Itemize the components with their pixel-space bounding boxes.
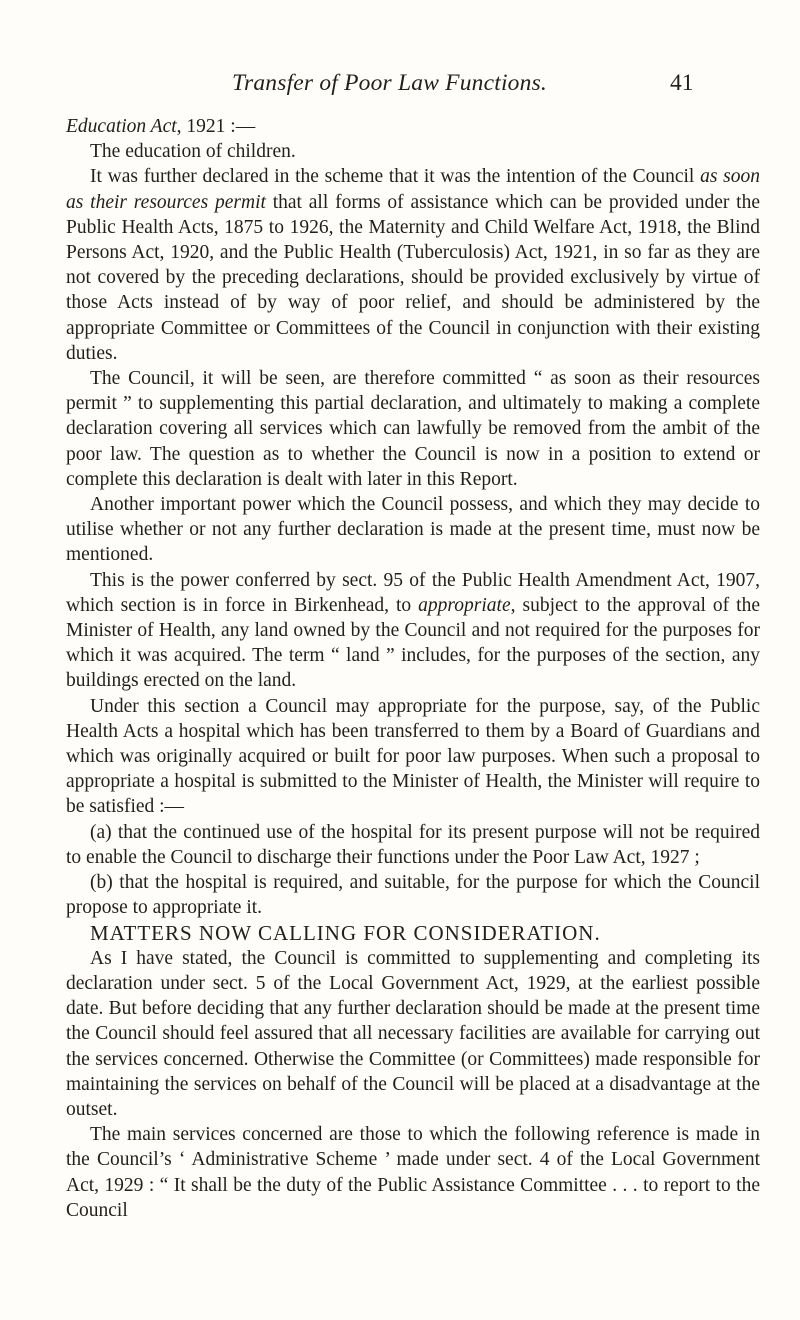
list-item-b: (b) that the hospital is required, and suitable, for the purpose for which the Council propose to appropriate it. <box>66 872 760 919</box>
list-item-a: (a) that the continued use of the hospital for its present purpose will not be required to enable the Council to discharge their functions under the Poor Law Act, 1927 ; <box>66 821 760 868</box>
section-heading: MATTERS NOW CALLING FOR CONSIDERATION. <box>90 920 601 945</box>
paragraph-intention <box>66 164 760 366</box>
paragraph-as-stated: As I have stated, the Council is committed to supplementing and completing its declaration under sect. 5 of the Local Government Act, 1929, at the earliest possible date. But before deciding that any further declaration should be made at the present time the Council should feel assured that all necessary facilities are available for carrying out the services concerned. Otherwise the Committee (or Committees) made responsible for maintaining the services on behalf of the Council will be placed at a disadvantage at the outset. <box>66 947 760 1120</box>
paragraph-under-section: Under this section a Council may appropriate for the purpose, say, of the Public Health Acts a hospital which has been transferred to them by a Board of Guardians and which was originally acquired or built for poor law purposes. When such a proposal to appropriate a hospital is submitted to the Minister of Health, the Minister will require to be satisfied :— <box>66 695 760 818</box>
paragraph-intention-italic: as soon as their resources permit <box>66 166 760 213</box>
act-year: , 1921 <box>176 116 226 137</box>
act-title: Education Act <box>66 116 177 137</box>
paragraph-committed: The Council, it will be seen, are therefore committed “ as soon as their resources permit ” to supplementing this partial declaration, and ultimately to making a complete declaration covering all services which can lawfully be removed from the ambit of the poor law. The question as to whether the Council is now in a position to extend or complete this declaration is dealt with later in this Report. <box>66 368 760 490</box>
paragraph-sect-95 <box>66 568 760 694</box>
paragraph-intention-part2: that all forms of assistance which can be provided under the Public Health Acts, 1875 to 1926, the Maternity and Child Welfare Act, 1918, the Blind Persons Act, 1920, and the Public Health (Tuberculosis) Act, 1921, in so far as they are not covered by the preceding declarations, should be provided exclusively by virtue of those Acts instead of by way of poor relief, and should be administered by the appropriate Committee or Committees of the Council in conjunction with their existing duties. <box>66 191 760 364</box>
running-title: Transfer of Poor Law Functions. <box>232 70 548 96</box>
paragraph-main-services: The main services concerned are those to which the following reference is made in the Council’s ‘ Administrative Scheme ’ made under sect. 4 of the Local Government Act, 1929 : “ It shall be the duty of the Public Assistance Committee . . . to report to the Council <box>66 1124 760 1221</box>
act-subline: The education of children. <box>90 141 296 163</box>
paragraph-sect-95-italic: appropriate <box>418 594 511 616</box>
paragraph-intention-part1: It was further declared in the scheme that it was the intention of the Council <box>90 166 701 188</box>
act-heading <box>66 114 760 139</box>
paragraph-sect-95-part1: This is the power conferred by sect. 95 of the Public Health Amendment Act, 1907, which section is in force in Birkenhead, to <box>66 569 760 616</box>
paragraph-sect-95-part2: , subject to the approval of the Minister of Health, any land owned by the Council and not required for the purposes for which it was acquired. The term “ land ” includes, for the purposes of the section, any buildings erected on the land. <box>66 594 760 692</box>
paragraph-another-power: Another important power which the Council possess, and which they may decide to utilise whether or not any further declaration is made at the present time, must now be mentioned. <box>66 494 760 566</box>
page-number: 41 <box>670 70 694 96</box>
act-colon: :— <box>225 116 256 137</box>
body-text <box>66 114 760 1223</box>
